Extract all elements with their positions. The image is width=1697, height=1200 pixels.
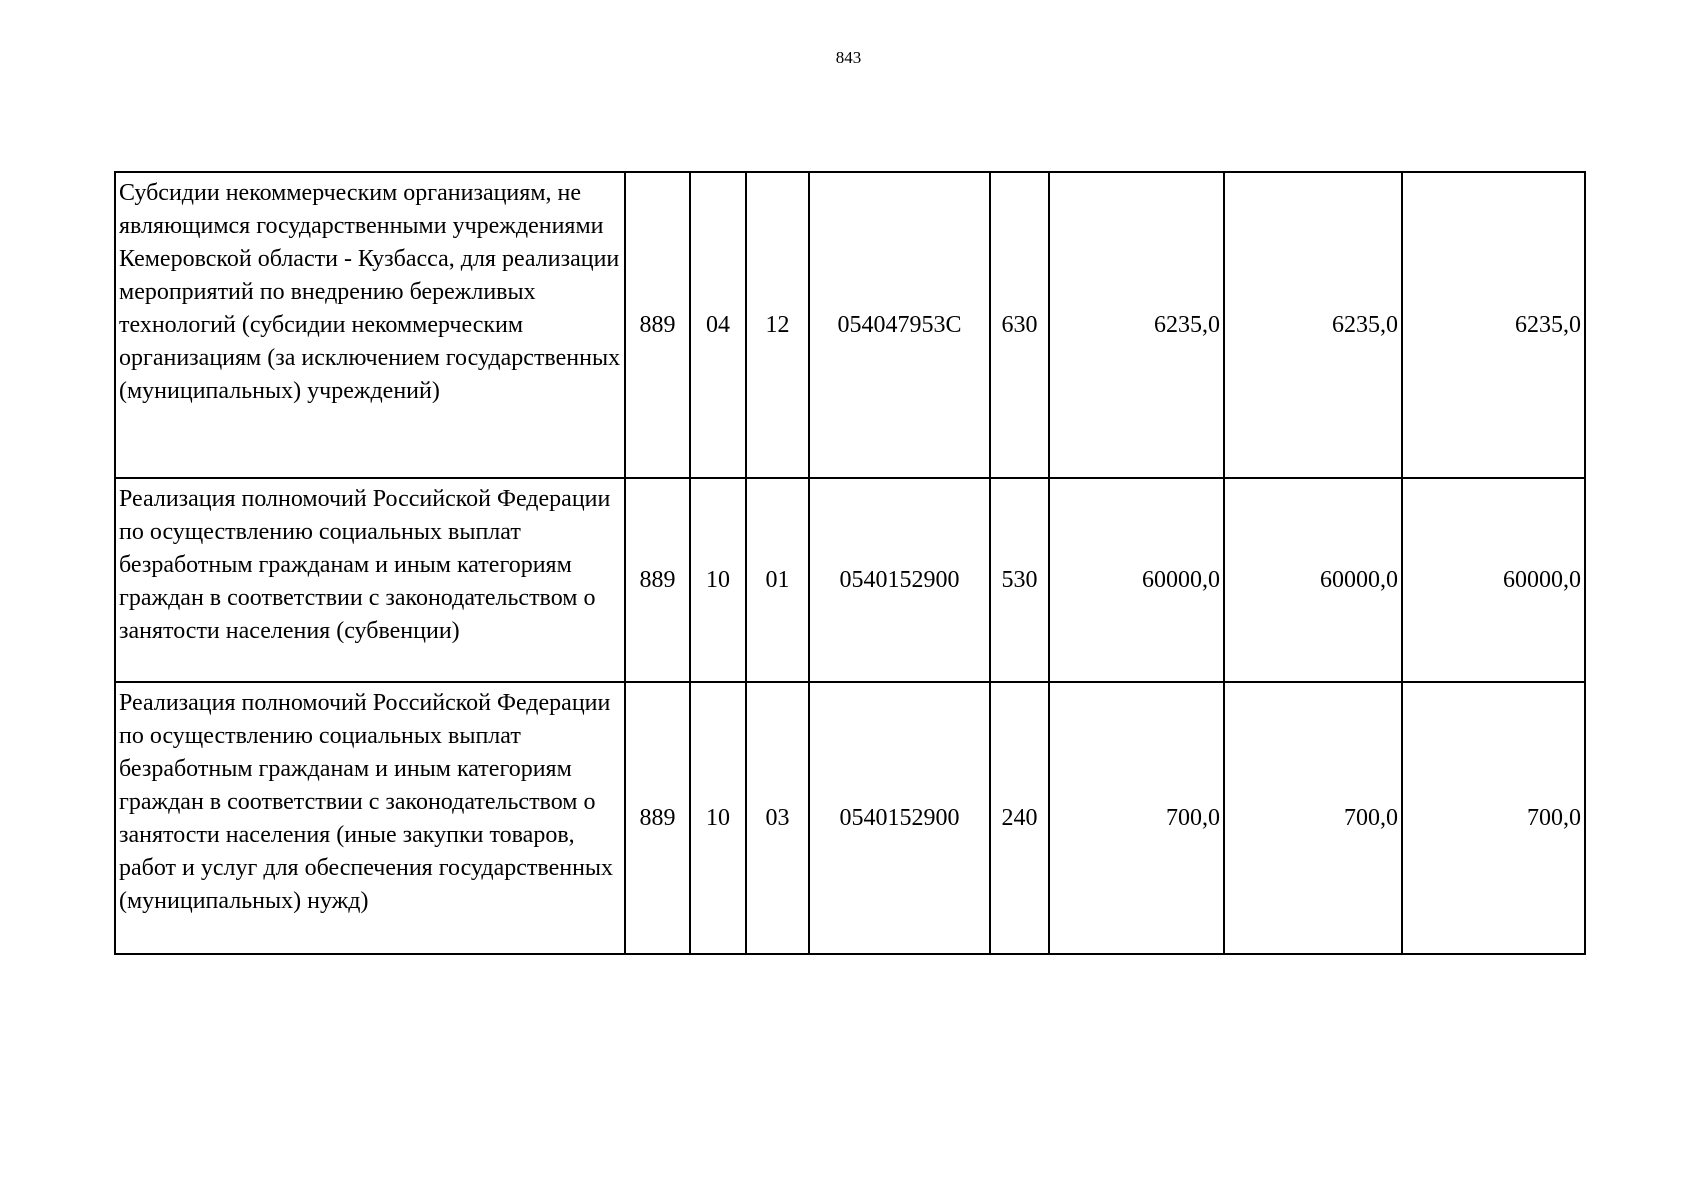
- table-row: [115, 172, 1585, 478]
- ministry-code-cell: 889: [625, 172, 690, 478]
- amount-3-cell: 60000,0: [1402, 478, 1585, 682]
- subsection-code-cell: 03: [746, 682, 809, 954]
- section-code-cell: 10: [690, 682, 746, 954]
- row-name-cell: Субсидии некоммерческим организациям, не являющимся государственными учреждениями Кемеровской области - Кузбасса, для реализации мероприятий по внедрению бережливых технологий (субсидии некоммерческим организациям (за исключением государственных (муниципальных) учреждений): [115, 172, 625, 478]
- amount-1-cell: 700,0: [1049, 682, 1224, 954]
- expense-type-cell: 630: [990, 172, 1049, 478]
- target-article-cell: 054047953С: [809, 172, 990, 478]
- amount-1-cell: 6235,0: [1049, 172, 1224, 478]
- section-code-cell: 10: [690, 478, 746, 682]
- table-row: [115, 682, 1585, 954]
- row-name-cell: Реализация полномочий Российской Федерации по осуществлению социальных выплат безработным гражданам и иным категориям граждан в соответствии с законодательством о занятости населения (иные закупки товаров, работ и услуг для обеспечения государственных (муниципальных) нужд): [115, 682, 625, 954]
- amount-2-cell: 60000,0: [1224, 478, 1402, 682]
- budget-table: [114, 171, 1586, 955]
- subsection-code-cell: 01: [746, 478, 809, 682]
- amount-3-cell: 6235,0: [1402, 172, 1585, 478]
- expense-type-cell: 240: [990, 682, 1049, 954]
- row-name-cell: Реализация полномочий Российской Федерации по осуществлению социальных выплат безработным гражданам и иным категориям граждан в соответствии с законодательством о занятости населения (субвенции): [115, 478, 625, 682]
- amount-2-cell: 700,0: [1224, 682, 1402, 954]
- target-article-cell: 0540152900: [809, 682, 990, 954]
- section-code-cell: 04: [690, 172, 746, 478]
- expense-type-cell: 530: [990, 478, 1049, 682]
- amount-3-cell: 700,0: [1402, 682, 1585, 954]
- table-row: [115, 478, 1585, 682]
- ministry-code-cell: 889: [625, 478, 690, 682]
- target-article-cell: 0540152900: [809, 478, 990, 682]
- ministry-code-cell: 889: [625, 682, 690, 954]
- amount-1-cell: 60000,0: [1049, 478, 1224, 682]
- subsection-code-cell: 12: [746, 172, 809, 478]
- page-number: 843: [835, 48, 862, 67]
- amount-2-cell: 6235,0: [1224, 172, 1402, 478]
